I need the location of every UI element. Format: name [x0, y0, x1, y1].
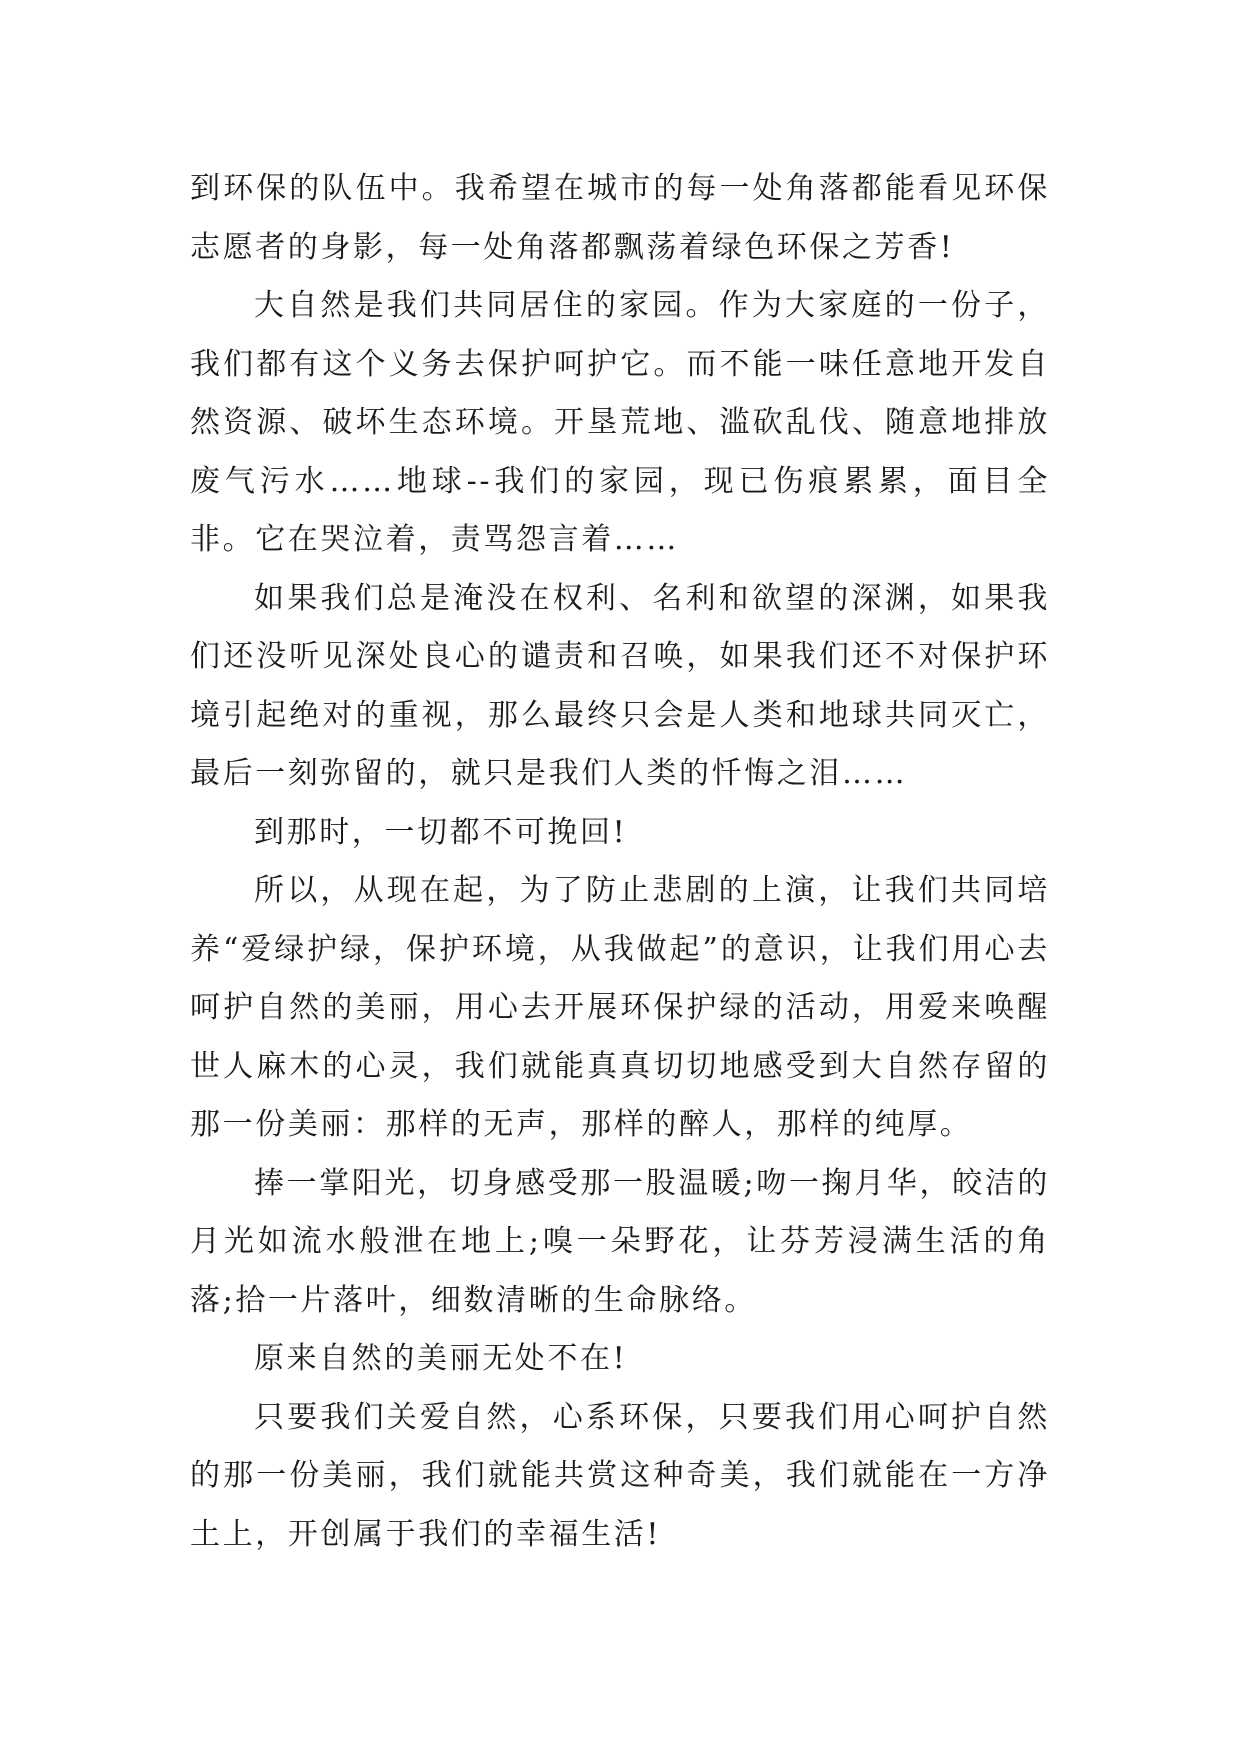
paragraph: 到那时，一切都不可挽回!: [254, 814, 628, 850]
paragraph: 大自然是我们共同居住的家园。作为大家庭的一份子，我们都有这个义务去保护呵护它。而不能一味任意地开发自然资源、破坏生态环境。开垦荒地、滥砍乱伐、随意地排放废气污水……地球--我们的家园，现已伤痕累累，面目全非。它在哭泣着，责骂怨言着……: [190, 288, 1050, 557]
paragraph: 原来自然的美丽无处不在!: [254, 1341, 628, 1376]
document-body: [190, 160, 1050, 1564]
paragraph-continued: 到环保的队伍中。我希望在城市的每一处角落都能看见环保志愿者的身影，每一处角落都飘荡着绿色环保之芳香!: [190, 171, 1050, 265]
paragraph: 只要我们关爱自然，心系环保，只要我们用心呵护自然的那一份美丽，我们就能共赏这种奇美，我们就能在一方净土上，开创属于我们的幸福生活!: [190, 1399, 1050, 1552]
paragraph: 所以，从现在起，为了防止悲剧的上演，让我们共同培养“爱绿护绿，保护环境，从我做起”的意识，让我们用心去呵护自然的美丽，用心去开展环保护绿的活动，用爱来唤醒世人麻木的心灵，我们就能真真切切地感受到大自然存留的那一份美丽：那样的无声，那样的醉人，那样的纯厚。: [190, 873, 1050, 1142]
paragraph: 如果我们总是淹没在权利、名利和欲望的深渊，如果我们还没听见深处良心的谴责和召唤，如果我们还不对保护环境引起绝对的重视，那么最终只会是人类和地球共同灭亡，最后一刻弥留的，就只是我们人类的忏悔之泪……: [190, 580, 1050, 791]
paragraph: 捧一掌阳光，切身感受那一股温暖;吻一掬月华，皎洁的月光如流水般泄在地上;嗅一朵野花，让芬芳浸满生活的角落;拾一片落叶，细数清晰的生命脉络。: [190, 1165, 1050, 1318]
